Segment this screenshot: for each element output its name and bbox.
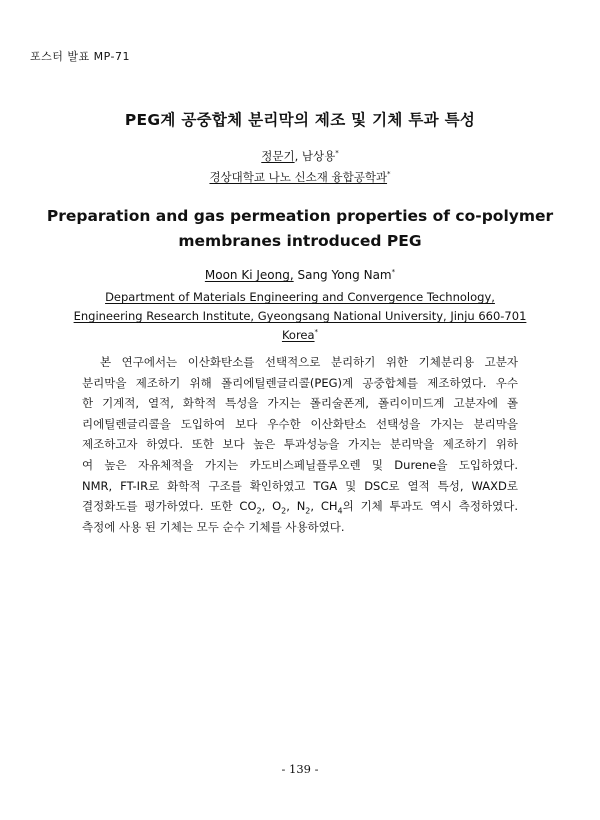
abstract-line-8-part-a: 결정화도를 평가하였다. 또한 CO: [82, 499, 257, 514]
abstract-line-5: 제조하고자 하였다. 또한 보다 높은 투과성능을 가지는 분리막을 제조하기 위하: [82, 437, 518, 452]
english-authors: [0, 268, 600, 282]
abstract-line-8-part-b: , O: [261, 499, 282, 514]
english-affiliation-line-3: [60, 326, 540, 345]
english-title: [40, 204, 560, 254]
english-title-line-1: Preparation and gas permeation properties of co-polymer: [46, 207, 554, 225]
ch4-subscript: 4: [337, 506, 343, 516]
english-affiliation-country: Korea: [281, 328, 315, 342]
english-author-2: Sang Yong Nam: [293, 268, 392, 282]
english-affiliation: [60, 288, 540, 345]
english-affiliation-line-1: Department of Materials Engineering and Convergence Technology,: [105, 290, 495, 304]
abstract-line-1: 본 연구에서는 이산화탄소를 선택적으로 분리하기 위한 기체분리용 고분자: [100, 355, 518, 369]
session-label: 포스터 발표 MP-71: [30, 50, 130, 63]
abstract-line-7: NMR, FT-IR로 화학적 구조를 확인하였고 TGA 및 DSC로 열적 특성, WAXD로: [82, 478, 518, 493]
korean-affiliation-mark: *: [387, 170, 391, 179]
abstract-line-8-part-e: 의 기체 투과도 역시 측정하였다.: [342, 499, 518, 514]
english-affiliation-line-2: Engineering Research Institute, Gyeongsang National University, Jinju 660-701: [73, 309, 527, 323]
n2-subscript: 2: [305, 506, 311, 516]
page-number: - 139 -: [281, 762, 319, 776]
korean-title: PEG계 공중합체 분리막의 제조 및 기체 투과 특성: [124, 111, 476, 129]
korean-author-1: 정문기: [261, 149, 295, 163]
abstract-line-2: 분리막을 제조하기 위해 폴리에틸렌글리콜(PEG)계 공중합체를 제조하였다. 우수: [82, 375, 518, 390]
co2-subscript: 2: [256, 506, 262, 516]
korean-author-2-mark: *: [335, 149, 339, 158]
abstract-line-9: 측정에 사용 된 기체는 모두 순수 기체를 사용하였다.: [82, 519, 345, 534]
abstract-body: [82, 352, 518, 537]
abstract-line-8-part-c: , N: [286, 499, 306, 514]
o2-subscript: 2: [281, 506, 287, 516]
abstract-line-4: 리에틸렌글리콜을 도입하여 보다 우수한 이산화탄소 선택성을 가지는 분리막을: [82, 416, 518, 431]
english-author-2-mark: *: [391, 268, 396, 276]
abstract-line-6: 여 높은 자유체적을 가지는 카도비스페닐플루오렌 및 Durene을 도입하였다.: [82, 457, 518, 472]
korean-author-separator: ,: [294, 149, 302, 163]
english-author-1: Moon Ki Jeong,: [204, 268, 294, 282]
korean-authors: [0, 148, 600, 164]
english-affiliation-mark: *: [314, 328, 319, 337]
abstract-line-8: [82, 496, 518, 517]
abstract-line-8-part-d: , CH: [310, 499, 338, 514]
abstract-line-3: 한 기계적, 열적, 화학적 특성을 가지는 폴리술폰계, 폴리이미드계 고분자에 폴: [82, 396, 518, 411]
english-title-line-2: membranes introduced PEG: [178, 232, 422, 250]
korean-author-2: 남상용: [301, 149, 336, 163]
korean-affiliation: [0, 169, 600, 185]
korean-affiliation-text: 경상대학교 나노 신소재 융합공학과: [209, 170, 388, 184]
